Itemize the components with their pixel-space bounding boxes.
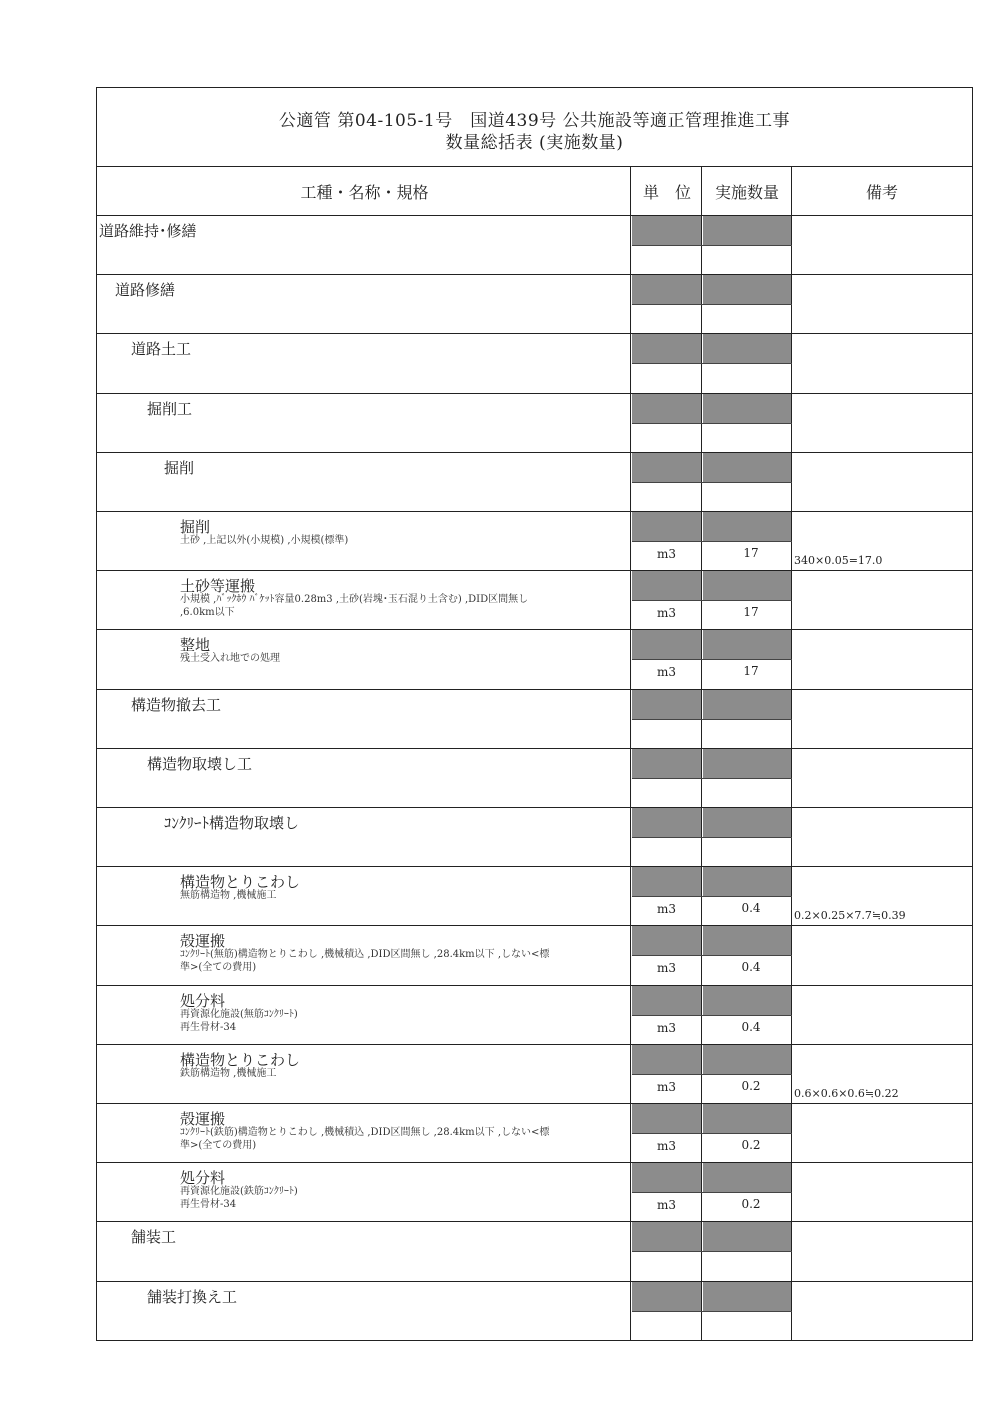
- item-name: 構造物取壊し工: [147, 754, 253, 773]
- table-row: [97, 453, 972, 512]
- cell-divider: [632, 541, 792, 542]
- cell-divider: [632, 896, 792, 897]
- item-name: 構造物とりこわし: [180, 1050, 301, 1069]
- item-name: 掘削: [180, 518, 211, 536]
- item-unit: m3: [656, 1139, 676, 1153]
- header-name: 工種・名称・規格: [300, 182, 429, 202]
- table-header: [97, 167, 972, 216]
- table-row: [97, 630, 972, 689]
- item-quantity: 17: [743, 605, 759, 620]
- shaded-cell-unit: [632, 926, 701, 955]
- shaded-cell-unit: [632, 334, 701, 363]
- cell-divider: [632, 837, 792, 838]
- item-spec: 再資源化施設(無筋ｺﾝｸﾘｰﾄ) 再生骨材-34: [180, 1008, 298, 1033]
- table-row: [97, 1222, 972, 1281]
- cell-divider: [632, 659, 792, 660]
- item-spec: 小規模 ,ﾊﾞｯｸﾎｳ ﾊﾞｹｯﾄ容量0.28m3 ,土砂(岩塊･玉石混り土含む) ,DID区間無し ,6.0km以下: [180, 594, 529, 619]
- shaded-cell-unit: [632, 512, 701, 541]
- item-quantity: 0.4: [741, 960, 761, 975]
- item-unit: m3: [656, 547, 676, 561]
- cell-divider: [632, 1015, 792, 1016]
- table-row: [97, 334, 972, 393]
- item-unit: m3: [656, 1079, 676, 1094]
- table-row: [97, 216, 972, 275]
- quantity-summary-sheet: [96, 87, 973, 1341]
- shaded-cell-unit: [632, 275, 701, 304]
- shaded-cell-unit: [632, 1045, 701, 1074]
- shaded-cell-unit: [632, 1282, 701, 1311]
- shaded-cell-quantity: [703, 1045, 791, 1074]
- shaded-cell-quantity: [703, 275, 791, 304]
- cell-divider: [632, 304, 792, 305]
- table-row: [97, 571, 972, 630]
- cell-divider: [632, 1133, 792, 1134]
- item-quantity: 0.2: [741, 1197, 761, 1212]
- shaded-cell-quantity: [703, 630, 791, 659]
- shaded-cell-unit: [632, 808, 701, 837]
- shaded-cell-quantity: [703, 1222, 791, 1251]
- shaded-cell-quantity: [703, 926, 791, 955]
- cell-divider: [632, 1251, 792, 1252]
- item-spec: ｺﾝｸﾘｰﾄ(無筋)構造物とりこわし ,機械積込 ,DID区間無し ,28.4km以下 ,しない<標 準>(全ての費用): [180, 949, 550, 974]
- item-unit: m3: [656, 1198, 676, 1213]
- item-unit: m3: [656, 665, 676, 680]
- title-box: [97, 88, 972, 167]
- item-quantity: 17: [743, 664, 759, 679]
- shaded-cell-quantity: [703, 690, 791, 719]
- shaded-cell-unit: [632, 1163, 701, 1192]
- item-remarks: 0.2×0.25×7.7≒0.39: [794, 909, 906, 923]
- table-row: [97, 1282, 972, 1341]
- item-quantity: 17: [743, 546, 759, 560]
- shaded-cell-quantity: [703, 1282, 791, 1311]
- table-row: [97, 394, 972, 453]
- cell-divider: [632, 1192, 792, 1193]
- header-quantity: 実施数量: [714, 182, 779, 202]
- shaded-cell-unit: [632, 630, 701, 659]
- shaded-cell-quantity: [703, 394, 791, 423]
- item-remarks: 340×0.05=17.0: [794, 554, 883, 567]
- table-row: [97, 867, 972, 926]
- shaded-cell-unit: [632, 453, 701, 482]
- item-name: 掘削工: [147, 399, 193, 418]
- table-row: [97, 749, 972, 808]
- item-name: 構造物とりこわし: [180, 873, 301, 892]
- shaded-cell-unit: [632, 986, 701, 1015]
- item-unit: m3: [656, 606, 676, 621]
- item-remarks: 0.6×0.6×0.6≒0.22: [794, 1086, 899, 1100]
- cell-divider: [632, 778, 792, 779]
- shaded-cell-quantity: [703, 1163, 791, 1192]
- cell-divider: [632, 245, 792, 246]
- item-spec: 残土受入れ地での処理: [180, 653, 280, 665]
- table-row: [97, 1045, 972, 1104]
- item-spec: 再資源化施設(鉄筋ｺﾝｸﾘｰﾄ) 再生骨材-34: [180, 1186, 298, 1211]
- table-row: [97, 986, 972, 1045]
- item-name: 殻運搬: [180, 932, 226, 951]
- shaded-cell-quantity: [703, 216, 791, 245]
- cell-divider: [632, 1074, 792, 1075]
- table-row: [97, 275, 972, 334]
- cell-divider: [632, 719, 792, 720]
- item-quantity: 0.2: [741, 1078, 761, 1093]
- item-name: 道路土工: [131, 340, 192, 359]
- shaded-cell-quantity: [703, 571, 791, 600]
- item-name: ｺﾝｸﾘｰﾄ構造物取壊し: [164, 814, 300, 832]
- cell-divider: [632, 1311, 792, 1312]
- item-name: 処分料: [180, 1169, 226, 1188]
- table-row: [97, 926, 972, 985]
- cell-divider: [632, 423, 792, 424]
- table-row: [97, 512, 972, 571]
- shaded-cell-quantity: [703, 453, 791, 482]
- item-spec: 土砂 ,上記以外(小規模) ,小規模(標準): [180, 535, 349, 546]
- cell-divider: [632, 482, 792, 483]
- shaded-cell-quantity: [703, 986, 791, 1015]
- item-spec: 無筋構造物 ,機械施工: [180, 890, 277, 902]
- item-quantity: 0.4: [741, 901, 761, 916]
- shaded-cell-unit: [632, 1222, 701, 1251]
- item-quantity: 0.2: [741, 1138, 761, 1152]
- cell-divider: [632, 955, 792, 956]
- shaded-cell-unit: [632, 571, 701, 600]
- shaded-cell-quantity: [703, 867, 791, 896]
- table-row: [97, 1104, 972, 1163]
- item-name: 道路修繕: [115, 281, 176, 300]
- item-quantity: 0.4: [741, 1019, 761, 1034]
- shaded-cell-unit: [632, 1104, 701, 1133]
- item-spec: ｺﾝｸﾘｰﾄ(鉄筋)構造物とりこわし ,機械積込 ,DID区間無し ,28.4km以下 ,しない<標 準>(全ての費用): [180, 1127, 550, 1151]
- item-name: 土砂等運搬: [180, 577, 256, 596]
- cell-divider: [632, 600, 792, 601]
- shaded-cell-unit: [632, 216, 701, 245]
- cell-divider: [632, 363, 792, 364]
- item-unit: m3: [656, 1020, 676, 1035]
- item-unit: m3: [656, 902, 676, 917]
- item-name: 処分料: [180, 991, 226, 1010]
- header-remarks: 備考: [865, 182, 898, 202]
- item-name: 殻運搬: [180, 1110, 226, 1128]
- shaded-cell-quantity: [703, 749, 791, 778]
- shaded-cell-quantity: [703, 334, 791, 363]
- item-name: 構造物撤去工: [131, 695, 222, 714]
- item-name: 舗装工: [131, 1228, 177, 1247]
- shaded-cell-unit: [632, 394, 701, 423]
- item-unit: m3: [656, 961, 676, 976]
- shaded-cell-unit: [632, 867, 701, 896]
- document-subtitle: 数量総括表 (実施数量): [445, 133, 624, 153]
- shaded-cell-unit: [632, 690, 701, 719]
- document-title: 公適管 第04-105-1号 国道439号 公共施設等適正管理推進工事: [278, 111, 791, 131]
- shaded-cell-quantity: [703, 808, 791, 837]
- header-unit: 単 位: [642, 182, 691, 202]
- table-row: [97, 690, 972, 749]
- item-name: 舗装打換え工: [147, 1287, 238, 1306]
- shaded-cell-unit: [632, 749, 701, 778]
- shaded-cell-quantity: [703, 1104, 791, 1133]
- shaded-cell-quantity: [703, 512, 791, 541]
- item-name: 道路維持･修繕: [99, 222, 197, 240]
- table-row: [97, 808, 972, 867]
- item-name: 掘削: [164, 458, 195, 477]
- item-name: 整地: [180, 636, 211, 655]
- item-spec: 鉄筋構造物 ,機械施工: [180, 1067, 277, 1079]
- table-row: [97, 1163, 972, 1222]
